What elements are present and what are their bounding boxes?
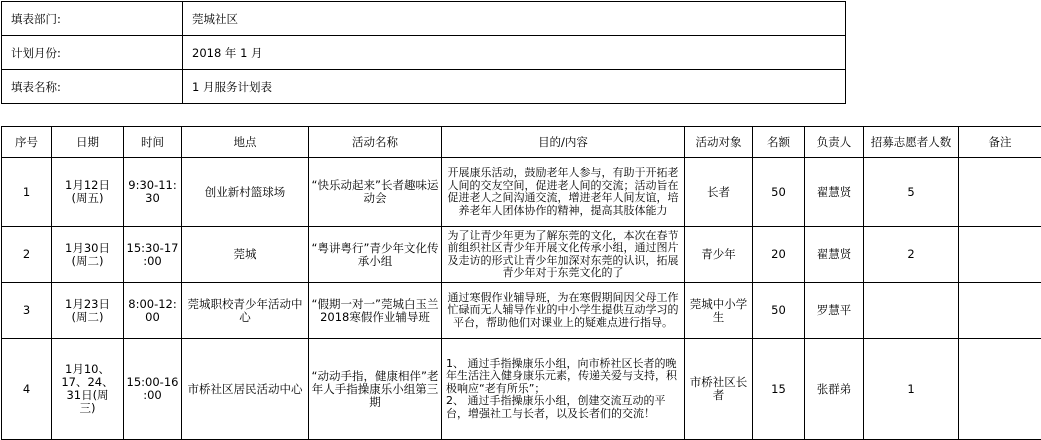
- header-remark: 备注: [959, 127, 1041, 158]
- form-name-label: 填表名称:: [2, 70, 183, 104]
- cell-place: 市桥社区居民活动中心: [182, 339, 309, 440]
- cell-target: 市桥社区长者: [685, 339, 753, 440]
- cell-no: 2: [2, 227, 52, 283]
- header-activity: 活动名称: [309, 127, 442, 158]
- cell-volunteers: 5: [864, 158, 959, 227]
- table-row: [2, 339, 1041, 440]
- cell-place: 莞城: [182, 227, 309, 283]
- cell-remark: [959, 158, 1041, 227]
- cell-activity: “动动手指，健康相伴”老年人手指操康乐小组第三期: [309, 339, 442, 440]
- cell-volunteers: 1: [864, 339, 959, 440]
- cell-time: 15:30-17 :00: [124, 227, 182, 283]
- content-text: 通过寒假作业辅导班，为在寒假期间因父母工作忙碌而无人辅导作业的中小学生提供互动学习的平台，帮助他们对课业上的疑难点进行指导。: [446, 292, 680, 330]
- cell-remark: [959, 339, 1041, 440]
- cell-activity: “假期一对一”莞城白玉兰2018寒假作业辅导班: [309, 283, 442, 339]
- cell-content: 1、 通过手指操康乐小组，向市桥社区长者的晚年生活注入健身康乐元素，传递关爱与支持，积极响应“老有所乐”； 2、 通过手指操康乐小组，创建交流互动的平台，增强社工与长者，以及长者们的交流！: [442, 339, 685, 440]
- cell-no: 3: [2, 283, 52, 339]
- header-no: 序号: [2, 127, 52, 158]
- cell-remark: [959, 283, 1041, 339]
- cell-activity: “粤讲粤行”青少年文化传承小组: [309, 227, 442, 283]
- cell-content: [442, 227, 685, 283]
- cell-no: 1: [2, 158, 52, 227]
- period-value: 2018 年 1 月: [183, 36, 846, 70]
- cell-time: 8:00-12: 00: [124, 283, 182, 339]
- table-row: [2, 227, 1041, 283]
- cell-content: [442, 158, 685, 227]
- cell-quota: 20: [753, 227, 805, 283]
- header-volunteers: 招募志愿者人数: [864, 127, 959, 158]
- cell-place: 莞城职校青少年活动中心: [182, 283, 309, 339]
- content-text: 为了让青少年更为了解东莞的文化，本次在春节前组织社区青少年开展文化传承小组，通过图片及走访的形式让青少年加深对东莞的认识，拓展青少年对于东莞文化的了: [446, 230, 680, 280]
- cell-leader: 罗慧平: [805, 283, 864, 339]
- cell-volunteers: [864, 283, 959, 339]
- header-target: 活动对象: [685, 127, 753, 158]
- cell-quota: 15: [753, 339, 805, 440]
- period-label: 计划月份:: [2, 36, 183, 70]
- header-leader: 负责人: [805, 127, 864, 158]
- header-time: 时间: [124, 127, 182, 158]
- cell-quota: 50: [753, 158, 805, 227]
- header-place: 地点: [182, 127, 309, 158]
- header-content: 目的/内容: [442, 127, 685, 158]
- cell-leader: 翟慧贤: [805, 227, 864, 283]
- cell-target: 长者: [685, 158, 753, 227]
- cell-activity: “快乐动起来”长者趣味运动会: [309, 158, 442, 227]
- cell-time: 15:00-16 :00: [124, 339, 182, 440]
- cell-date: 1月10、 17、24、 31日(周 三): [52, 339, 124, 440]
- cell-place: 创业新村篮球场: [182, 158, 309, 227]
- service-plan-table: [1, 126, 1041, 440]
- cell-target: 莞城中小学生: [685, 283, 753, 339]
- cell-remark: [959, 227, 1041, 283]
- header-date: 日期: [52, 127, 124, 158]
- table-header-row: [2, 127, 1041, 158]
- cell-content: [442, 283, 685, 339]
- dept-row: [2, 2, 846, 36]
- cell-leader: 翟慧贤: [805, 158, 864, 227]
- cell-no: 4: [2, 339, 52, 440]
- form-name-row: [2, 70, 846, 104]
- cell-time: 9:30-11: 30: [124, 158, 182, 227]
- cell-quota: 50: [753, 283, 805, 339]
- period-row: [2, 36, 846, 70]
- cell-date: 1月23日 (周二): [52, 283, 124, 339]
- header-quota: 名额: [753, 127, 805, 158]
- cell-target: 青少年: [685, 227, 753, 283]
- cell-leader: 张群弟: [805, 339, 864, 440]
- form-info-table: [1, 1, 846, 104]
- content-text: 开展康乐活动，鼓励老年人参与，有助于开拓老人间的交友空间，促进老人间的交流；活动旨在促进老人之间沟通交流，增进老年人间友谊，培养老年人团体协作的精神，提高其肢体能力: [446, 167, 680, 217]
- cell-volunteers: 2: [864, 227, 959, 283]
- dept-label: 填表部门:: [2, 2, 183, 36]
- table-row: [2, 283, 1041, 339]
- form-name-value: 1 月服务计划表: [183, 70, 846, 104]
- cell-date: 1月12日 (周五): [52, 158, 124, 227]
- cell-date: 1月30日 (周二): [52, 227, 124, 283]
- table-row: [2, 158, 1041, 227]
- dept-value: 莞城社区: [183, 2, 846, 36]
